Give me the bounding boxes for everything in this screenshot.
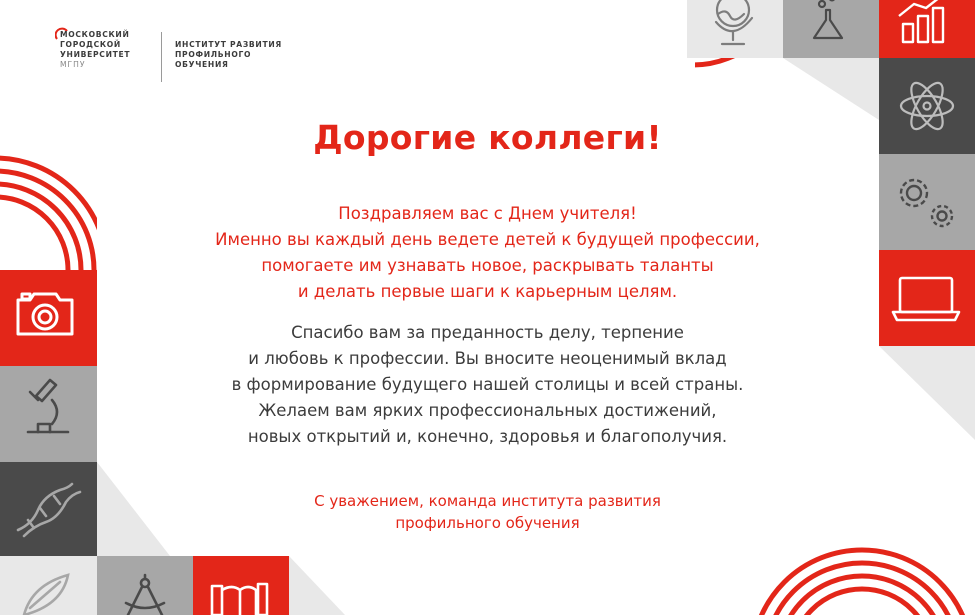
greeting-line: и делать первые шаги к карьерным целям. — [297, 282, 678, 301]
institute-name — [175, 40, 305, 70]
greeting-line: помогаете им узнавать новое, раскрывать таланты — [261, 256, 714, 275]
greeting-line: Поздравляем вас с Днем учителя! — [338, 204, 637, 223]
greeting-line: Именно вы каждый день ведете детей к будущей профессии, — [215, 230, 760, 249]
books-icon — [212, 584, 267, 615]
thanks-line: Желаем вам ярких профессиональных достижений, — [258, 401, 717, 420]
dna-icon — [18, 484, 80, 536]
thanks-line: в формирование будущего нашей столицы и всей страны. — [231, 375, 744, 394]
signature-line: профильного обучения — [395, 514, 580, 532]
signature-line: С уважением, команда института развития — [314, 492, 661, 510]
camera-icon — [18, 294, 72, 334]
thanks-line: новых открытий и, конечно, здоровья и благополучия. — [247, 427, 728, 446]
university-name — [60, 30, 150, 70]
thanks-paragraph — [160, 320, 815, 450]
thanks-line: Спасибо вам за преданность делу, терпение — [291, 323, 684, 342]
institute-name-line: ИНСТИТУТ РАЗВИТИЯ — [175, 40, 282, 49]
feather-icon — [24, 575, 68, 615]
logo-divider — [161, 32, 162, 82]
page-title: Дорогие коллеги! — [313, 118, 662, 157]
compass-icon — [126, 575, 164, 615]
university-name-line: МОСКОВСКИЙ — [60, 30, 130, 39]
growth-chart-icon — [899, 0, 944, 42]
globe-icon — [716, 0, 752, 44]
university-name-line: ГОРОДСКОЙ — [60, 40, 121, 49]
signature — [160, 490, 815, 534]
flask-icon — [814, 0, 842, 38]
gears-icon — [901, 180, 952, 226]
university-abbr: МГПУ — [60, 60, 86, 69]
thanks-line: и любовь к профессии. Вы вносите неоценимый вклад — [248, 349, 727, 368]
institute-name-line: ПРОФИЛЬНОГО — [175, 50, 252, 59]
microscope-icon — [28, 380, 68, 432]
greeting-paragraph — [160, 201, 815, 305]
university-name-line: УНИВЕРСИТЕТ — [60, 50, 131, 59]
laptop-icon — [893, 278, 959, 320]
institute-name-line: ОБУЧЕНИЯ — [175, 60, 229, 69]
